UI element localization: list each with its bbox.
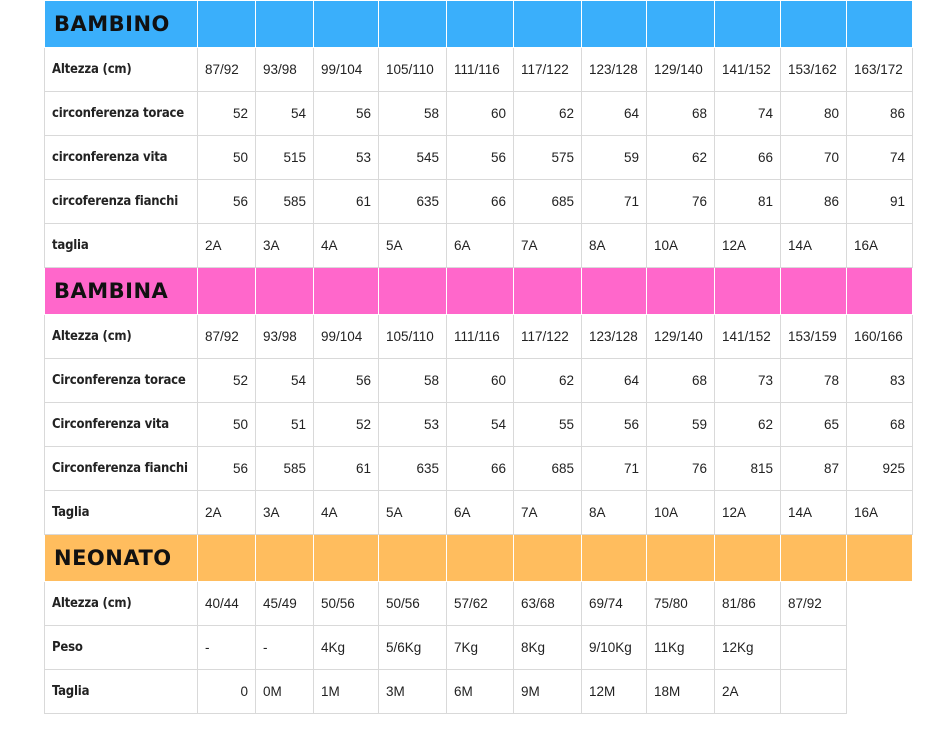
- table-cell: 6M: [447, 670, 514, 714]
- table-cell: 3A: [256, 224, 314, 268]
- table-cell: 129/140: [647, 315, 715, 359]
- section-header-cell: [647, 268, 715, 315]
- table-cell: 60: [447, 359, 514, 403]
- table-cell: 4A: [314, 224, 379, 268]
- table-cell: 16A: [847, 224, 913, 268]
- table-cell: 9M: [514, 670, 582, 714]
- section-header-cell: [847, 1, 913, 48]
- table-cell: 56: [198, 447, 256, 491]
- table-cell: 3M: [379, 670, 447, 714]
- table-cell: 0: [198, 670, 256, 714]
- table-cell: 585: [256, 180, 314, 224]
- table-row: [45, 403, 913, 447]
- table-row: [45, 359, 913, 403]
- section-header-cell: [647, 535, 715, 582]
- table-cell: 7A: [514, 224, 582, 268]
- size-chart: [44, 0, 912, 714]
- table-cell: 5A: [379, 491, 447, 535]
- table-cell: [847, 670, 913, 714]
- section-header-cell: [847, 535, 913, 582]
- table-cell: 74: [847, 136, 913, 180]
- table-cell: 70: [781, 136, 847, 180]
- table-cell: 111/116: [447, 48, 514, 92]
- table-cell: 7Kg: [447, 626, 514, 670]
- table-cell: 635: [379, 447, 447, 491]
- table-cell: 50/56: [379, 582, 447, 626]
- table-cell: 11Kg: [647, 626, 715, 670]
- table-row: [45, 626, 913, 670]
- table-cell: 68: [647, 92, 715, 136]
- table-cell: 74: [715, 92, 781, 136]
- table-cell: 18M: [647, 670, 715, 714]
- table-cell: 2A: [198, 491, 256, 535]
- table-cell: 62: [715, 403, 781, 447]
- table-cell: 123/128: [582, 315, 647, 359]
- table-cell: 50: [198, 403, 256, 447]
- table-cell: 6A: [447, 224, 514, 268]
- table-cell: 75/80: [647, 582, 715, 626]
- table-cell: 56: [314, 359, 379, 403]
- table-cell: 585: [256, 447, 314, 491]
- table-cell: 65: [781, 403, 847, 447]
- table-row: [45, 180, 913, 224]
- table-cell: 635: [379, 180, 447, 224]
- table-cell: 61: [314, 180, 379, 224]
- table-cell: 3A: [256, 491, 314, 535]
- table-cell: 8A: [582, 491, 647, 535]
- section-header-cell: [582, 535, 647, 582]
- table-cell: 87: [781, 447, 847, 491]
- table-cell: 81: [715, 180, 781, 224]
- section-header-cell: [514, 1, 582, 48]
- table-row: [45, 582, 913, 626]
- table-cell: 68: [647, 359, 715, 403]
- table-cell: 129/140: [647, 48, 715, 92]
- section-header-cell: [781, 268, 847, 315]
- section-header-neonato: [45, 535, 913, 582]
- section-header-cell: [379, 535, 447, 582]
- section-header-cell: [447, 268, 514, 315]
- row-label: Circonferenza vita: [45, 403, 198, 447]
- table-cell: 12A: [715, 491, 781, 535]
- table-cell: 73: [715, 359, 781, 403]
- table-cell: 93/98: [256, 48, 314, 92]
- size-table-body: [45, 1, 913, 714]
- section-header-cell: [198, 268, 256, 315]
- section-header-cell: [379, 268, 447, 315]
- section-header-cell: [256, 268, 314, 315]
- table-cell: 54: [256, 359, 314, 403]
- table-cell: 105/110: [379, 48, 447, 92]
- table-cell: 8A: [582, 224, 647, 268]
- section-title-neonato: NEONATO: [45, 535, 198, 582]
- section-header-cell: [781, 535, 847, 582]
- table-cell: 153/162: [781, 48, 847, 92]
- table-cell: 5A: [379, 224, 447, 268]
- table-cell: 87/92: [781, 582, 847, 626]
- table-cell: 1M: [314, 670, 379, 714]
- section-header-bambino: [45, 1, 913, 48]
- table-cell: 63/68: [514, 582, 582, 626]
- table-cell: 163/172: [847, 48, 913, 92]
- table-cell: 64: [582, 92, 647, 136]
- table-cell: 51: [256, 403, 314, 447]
- table-cell: 80: [781, 92, 847, 136]
- table-cell: 57/62: [447, 582, 514, 626]
- table-row: [45, 670, 913, 714]
- table-cell: 575: [514, 136, 582, 180]
- table-cell: 58: [379, 92, 447, 136]
- section-header-cell: [715, 268, 781, 315]
- table-cell: 59: [647, 403, 715, 447]
- table-cell: 83: [847, 359, 913, 403]
- table-cell: 56: [314, 92, 379, 136]
- table-cell: 55: [514, 403, 582, 447]
- section-header-cell: [314, 535, 379, 582]
- table-cell: 66: [447, 180, 514, 224]
- table-cell: 66: [715, 136, 781, 180]
- table-cell: 62: [514, 359, 582, 403]
- table-cell: 45/49: [256, 582, 314, 626]
- table-cell: 10A: [647, 491, 715, 535]
- section-header-cell: [314, 268, 379, 315]
- table-cell: 52: [198, 92, 256, 136]
- table-cell: 12A: [715, 224, 781, 268]
- table-cell: 12M: [582, 670, 647, 714]
- section-header-cell: [447, 1, 514, 48]
- size-table: [44, 0, 913, 714]
- table-cell: 14A: [781, 491, 847, 535]
- table-cell: 515: [256, 136, 314, 180]
- table-cell: 54: [447, 403, 514, 447]
- table-cell: 111/116: [447, 315, 514, 359]
- section-header-cell: [256, 535, 314, 582]
- row-label: Altezza (cm): [45, 582, 198, 626]
- table-cell: 40/44: [198, 582, 256, 626]
- table-cell: 160/166: [847, 315, 913, 359]
- table-cell: 12Kg: [715, 626, 781, 670]
- section-header-cell: [715, 1, 781, 48]
- table-cell: -: [256, 626, 314, 670]
- row-label: Altezza (cm): [45, 48, 198, 92]
- table-cell: 105/110: [379, 315, 447, 359]
- table-cell: 52: [314, 403, 379, 447]
- row-label: circonferenza vita: [45, 136, 198, 180]
- table-row: [45, 315, 913, 359]
- table-cell: 86: [847, 92, 913, 136]
- table-cell: 4Kg: [314, 626, 379, 670]
- section-header-cell: [847, 268, 913, 315]
- table-cell: [781, 670, 847, 714]
- table-cell: 685: [514, 180, 582, 224]
- section-header-cell: [256, 1, 314, 48]
- table-row: [45, 491, 913, 535]
- row-label: Circonferenza torace: [45, 359, 198, 403]
- table-cell: 76: [647, 447, 715, 491]
- table-cell: 91: [847, 180, 913, 224]
- row-label: Circonferenza fianchi: [45, 447, 198, 491]
- table-cell: 87/92: [198, 315, 256, 359]
- table-cell: 99/104: [314, 48, 379, 92]
- table-cell: 54: [256, 92, 314, 136]
- table-cell: 117/122: [514, 48, 582, 92]
- table-cell: 76: [647, 180, 715, 224]
- section-header-cell: [514, 535, 582, 582]
- table-cell: 2A: [198, 224, 256, 268]
- table-cell: 78: [781, 359, 847, 403]
- table-cell: 56: [582, 403, 647, 447]
- section-title-bambina: BAMBINA: [45, 268, 198, 315]
- section-header-cell: [582, 268, 647, 315]
- section-header-cell: [314, 1, 379, 48]
- section-header-cell: [715, 535, 781, 582]
- table-cell: 66: [447, 447, 514, 491]
- section-title-bambino: BAMBINO: [45, 1, 198, 48]
- table-cell: 815: [715, 447, 781, 491]
- row-label: Peso: [45, 626, 198, 670]
- table-cell: 62: [647, 136, 715, 180]
- table-cell: 93/98: [256, 315, 314, 359]
- table-cell: 99/104: [314, 315, 379, 359]
- table-cell: 0M: [256, 670, 314, 714]
- table-cell: 60: [447, 92, 514, 136]
- row-label: Altezza (cm): [45, 315, 198, 359]
- table-cell: 2A: [715, 670, 781, 714]
- table-cell: 56: [198, 180, 256, 224]
- section-header-cell: [781, 1, 847, 48]
- table-cell: 81/86: [715, 582, 781, 626]
- table-cell: 685: [514, 447, 582, 491]
- table-cell: [781, 626, 847, 670]
- table-cell: 61: [314, 447, 379, 491]
- table-cell: 53: [314, 136, 379, 180]
- table-cell: 4A: [314, 491, 379, 535]
- section-header-cell: [198, 535, 256, 582]
- table-cell: 14A: [781, 224, 847, 268]
- row-label: circonferenza torace: [45, 92, 198, 136]
- table-cell: 153/159: [781, 315, 847, 359]
- section-header-cell: [447, 535, 514, 582]
- table-cell: 86: [781, 180, 847, 224]
- table-row: [45, 92, 913, 136]
- table-cell: 16A: [847, 491, 913, 535]
- table-cell: 68: [847, 403, 913, 447]
- table-cell: 6A: [447, 491, 514, 535]
- table-cell: 71: [582, 447, 647, 491]
- table-cell: 141/152: [715, 315, 781, 359]
- table-cell: 925: [847, 447, 913, 491]
- table-cell: 50/56: [314, 582, 379, 626]
- table-cell: 123/128: [582, 48, 647, 92]
- table-cell: 58: [379, 359, 447, 403]
- table-row: [45, 136, 913, 180]
- table-cell: 9/10Kg: [582, 626, 647, 670]
- table-cell: 5/6Kg: [379, 626, 447, 670]
- table-cell: 50: [198, 136, 256, 180]
- section-header-cell: [198, 1, 256, 48]
- section-header-cell: [379, 1, 447, 48]
- table-cell: 117/122: [514, 315, 582, 359]
- table-cell: 7A: [514, 491, 582, 535]
- table-cell: 53: [379, 403, 447, 447]
- table-cell: 64: [582, 359, 647, 403]
- table-cell: 545: [379, 136, 447, 180]
- table-row: [45, 447, 913, 491]
- table-cell: 69/74: [582, 582, 647, 626]
- section-header-bambina: [45, 268, 913, 315]
- table-row: [45, 224, 913, 268]
- table-cell: 10A: [647, 224, 715, 268]
- table-cell: 56: [447, 136, 514, 180]
- table-cell: [847, 626, 913, 670]
- row-label: Taglia: [45, 491, 198, 535]
- table-cell: 62: [514, 92, 582, 136]
- section-header-cell: [647, 1, 715, 48]
- table-cell: 87/92: [198, 48, 256, 92]
- table-cell: 71: [582, 180, 647, 224]
- section-header-cell: [514, 268, 582, 315]
- table-cell: 141/152: [715, 48, 781, 92]
- table-row: [45, 48, 913, 92]
- row-label: taglia: [45, 224, 198, 268]
- table-cell: 59: [582, 136, 647, 180]
- table-cell: 8Kg: [514, 626, 582, 670]
- table-cell: [847, 582, 913, 626]
- table-cell: 52: [198, 359, 256, 403]
- table-cell: -: [198, 626, 256, 670]
- row-label: Taglia: [45, 670, 198, 714]
- row-label: circoferenza fianchi: [45, 180, 198, 224]
- section-header-cell: [582, 1, 647, 48]
